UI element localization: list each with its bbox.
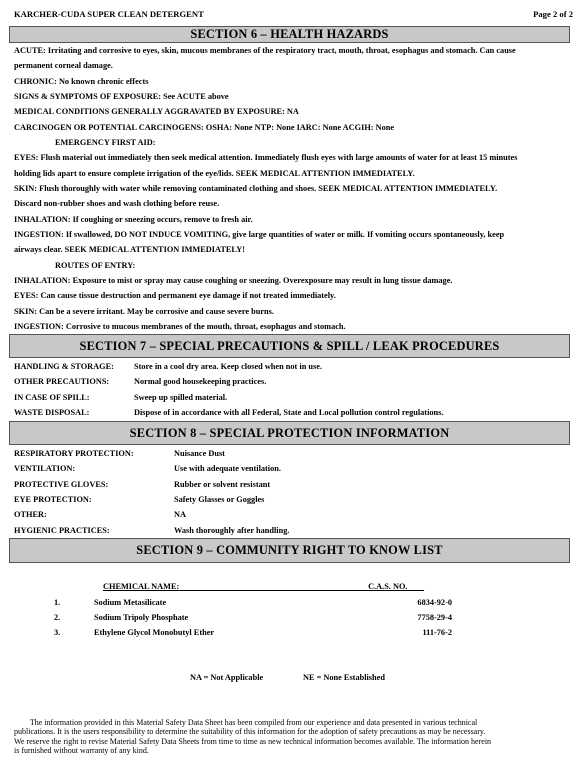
legend-ne: NE = None Established — [303, 673, 385, 682]
section-6-line: Discard non-rubber shoes and wash clothing before reuse. — [14, 199, 220, 208]
section-6-line: CARCINOGEN OR POTENTIAL CARCINOGENS: OSHA: None NTP: None IARC: None ACGIH: None — [14, 123, 395, 132]
chemical-cas: 6834-92-0 — [417, 598, 452, 607]
section-9-header: SECTION 9 – COMMUNITY RIGHT TO KNOW LIST — [9, 538, 570, 563]
section-7-label: WASTE DISPOSAL: — [14, 408, 90, 417]
section-6-line: ACUTE: Irritating and corrosive to eyes, skin, mucous membranes of the respiratory tract, mouth, throat, esophagus and stomach. Can cause — [14, 46, 516, 55]
chemical-name: Sodium Tripoly Phosphate — [94, 613, 189, 622]
section-7-value: Sweep up spilled material. — [134, 393, 228, 402]
disclaimer-line: We reserve the right to revise Material Safety Data Sheets from time to time as new technical information becomes available. The information herein — [14, 736, 492, 746]
section-6-line: EYES: Flush material out immediately then seek medical attention. Immediately flush eyes with large amounts of water for at least 15 minutes — [14, 153, 518, 162]
section-8-header: SECTION 8 – SPECIAL PROTECTION INFORMATION — [9, 421, 570, 445]
product-name: KARCHER-CUDA SUPER CLEAN DETERGENT — [14, 9, 204, 19]
section-6-line: SKIN: Can be a severe irritant. May be corrosive and cause severe burns. — [14, 307, 274, 316]
chemical-name: Sodium Metasilicate — [94, 598, 167, 607]
section-6-line: EMERGENCY FIRST AID: — [55, 138, 156, 147]
chemical-number: 3. — [54, 628, 61, 637]
section-8-label: RESPIRATORY PROTECTION: — [14, 449, 134, 458]
section-8-value: Nuisance Dust — [174, 449, 225, 458]
section-7-label: OTHER PRECAUTIONS: — [14, 377, 110, 386]
section-8-value: Wash thoroughly after handling. — [174, 526, 290, 535]
section-8-label: VENTILATION: — [14, 464, 76, 473]
chemical-cas: 7758-29-4 — [417, 613, 452, 622]
section-7-value: Store in a cool dry area. Keep closed when not in use. — [134, 362, 322, 371]
section-8-value: Use with adequate ventilation. — [174, 464, 281, 473]
section-8-label: OTHER: — [14, 510, 47, 519]
page-number: Page 2 of 2 — [533, 9, 573, 19]
section-6-line: INHALATION: If coughing or sneezing occurs, remove to fresh air. — [14, 215, 253, 224]
disclaimer-line: The information provided in this Material Safety Data Sheet has been compiled from our experience and data presented in various technical — [14, 718, 478, 727]
disclaimer-line: is furnished without warranty of any kind. — [14, 746, 149, 756]
section-8-label: HYGIENIC PRACTICES: — [14, 526, 110, 535]
disclaimer-line: publications. It is the users responsibility to determine the suitability of this information for the adoption of safety precautions as may be necessary. — [14, 727, 486, 737]
section-6-line: holding lids apart to ensure complete irrigation of the eye/lids. SEEK MEDICAL ATTENTION IMMEDIATELY. — [14, 169, 415, 178]
chemical-name-column: CHEMICAL NAME: — [103, 582, 180, 591]
chemical-cas: 111-76-2 — [422, 628, 452, 637]
section-6-line: INGESTION: If swallowed, DO NOT INDUCE VOMITING, give large quantities of water or milk. If vomiting occurs spontaneously, keep — [14, 230, 505, 239]
legend-na: NA = Not Applicable — [190, 673, 264, 682]
cas-column: C.A.S. NO. — [368, 582, 408, 591]
disclaimer — [14, 718, 572, 756]
section-7-label: HANDLING & STORAGE: — [14, 362, 114, 371]
section-7-value: Dispose of in accordance with all Federal, State and Local pollution control regulations. — [134, 408, 444, 417]
section-6-line: CHRONIC: No known chronic effects — [14, 77, 149, 86]
section-8-label: EYE PROTECTION: — [14, 495, 92, 504]
section-8-label: PROTECTIVE GLOVES: — [14, 480, 109, 489]
section-6-line: airways clear. SEEK MEDICAL ATTENTION IMMEDIATELY! — [14, 245, 245, 254]
section-6-line: permanent corneal damage. — [14, 61, 113, 70]
section-8-value: Safety Glasses or Goggles — [174, 495, 265, 504]
section-8-value: NA — [174, 510, 186, 519]
chemical-number: 2. — [54, 613, 61, 622]
section-7-value: Normal good housekeeping practices. — [134, 377, 267, 386]
section-6-line: SKIN: Flush thoroughly with water while removing contaminated clothing and shoes. SEEK MEDICAL ATTENTION IMMEDIATELY. — [14, 184, 498, 193]
section-8-value: Rubber or solvent resistant — [174, 480, 271, 489]
section-6-header: SECTION 6 – HEALTH HAZARDS — [9, 26, 570, 43]
chemical-number: 1. — [54, 598, 61, 607]
section-7-label: IN CASE OF SPILL: — [14, 393, 90, 402]
chemical-table-header — [103, 582, 424, 591]
chemical-name: Ethylene Glycol Monobutyl Ether — [94, 628, 215, 637]
section-6-line: MEDICAL CONDITIONS GENERALLY AGGRAVATED BY EXPOSURE: NA — [14, 107, 299, 116]
section-6-line: ROUTES OF ENTRY: — [55, 261, 136, 270]
section-7-header: SECTION 7 – SPECIAL PRECAUTIONS & SPILL / LEAK PROCEDURES — [9, 334, 570, 358]
section-6-line: INHALATION: Exposure to mist or spray may cause coughing or sneezing. Overexposure may result in lung tissue damage. — [14, 276, 453, 285]
section-6-line: SIGNS & SYMPTOMS OF EXPOSURE: See ACUTE above — [14, 92, 229, 101]
section-6-line: INGESTION: Corrosive to mucous membranes of the mouth, throat, esophagus and stomach. — [14, 322, 346, 331]
section-6-line: EYES: Can cause tissue destruction and permanent eye damage if not treated immediately. — [14, 291, 336, 300]
